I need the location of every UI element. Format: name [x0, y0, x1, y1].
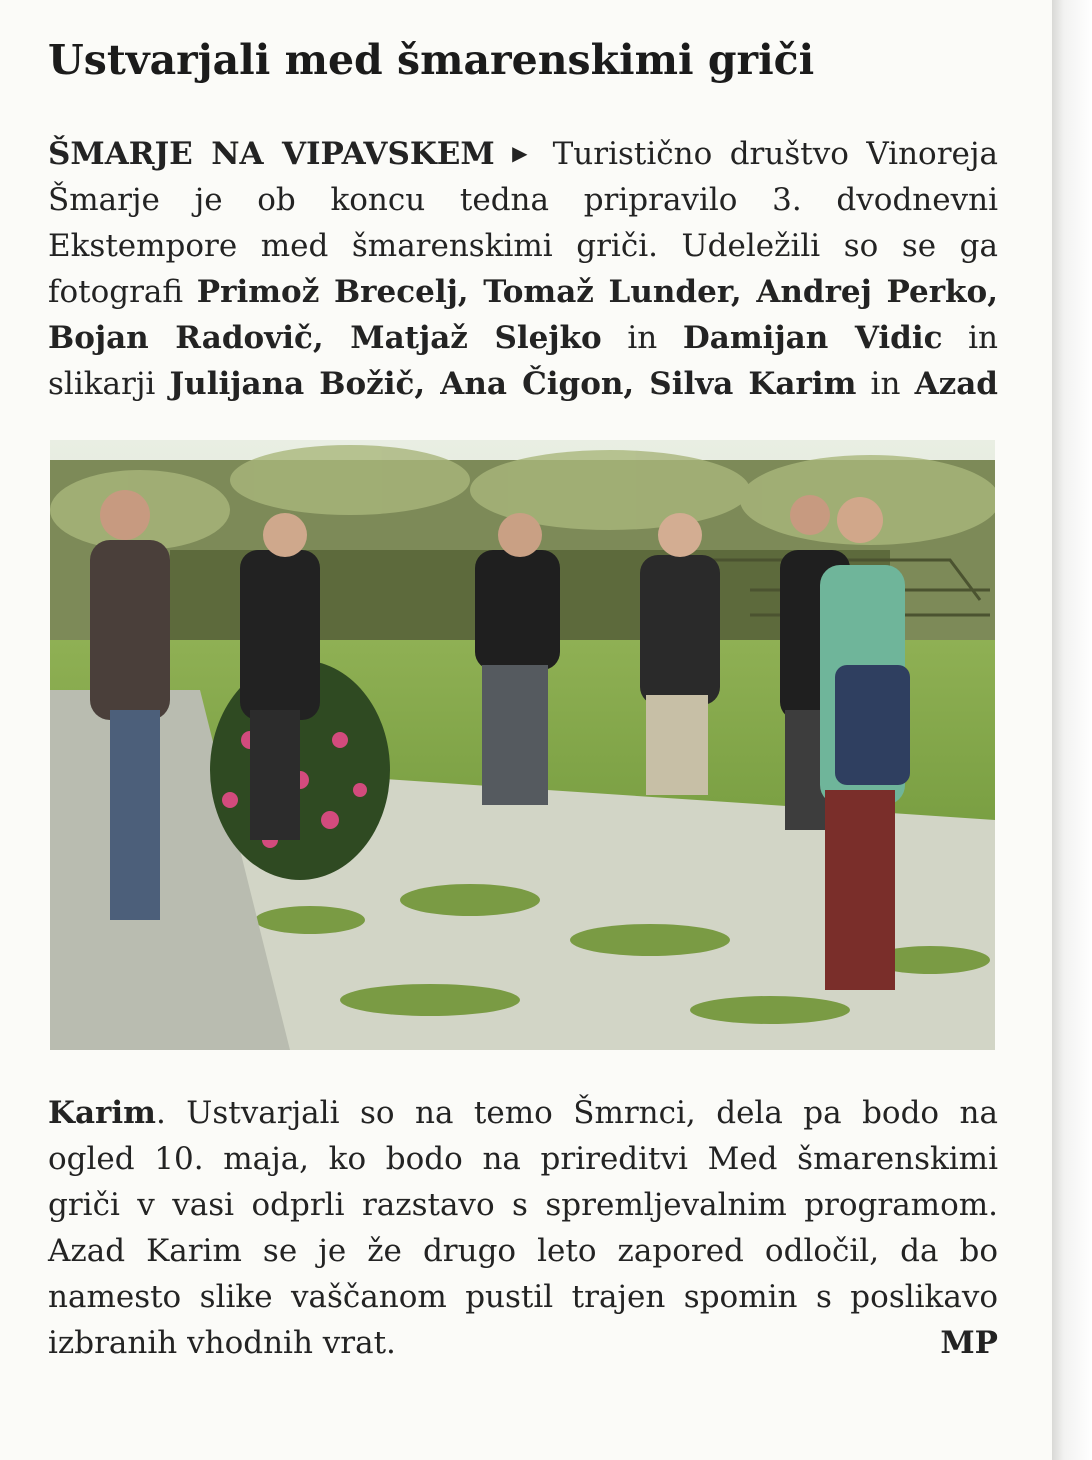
line-text: slikarji — [48, 366, 170, 402]
line-text: namesto slike vaščanom pustil trajen spomin s poslikavo — [48, 1279, 998, 1315]
line-text: Ekstempore med šmarenskimi griči. Udeležili so se ga — [48, 228, 998, 264]
line-text: Turistično društvo Vinoreja — [552, 136, 998, 172]
photographer-names: Bojan Radovič, Matjaž Slejko — [48, 320, 602, 356]
line-text: fotografi — [48, 274, 197, 310]
text-line — [48, 1228, 998, 1274]
line-text: . Ustvarjali so na temo Šmrnci, dela pa bodo na — [155, 1095, 998, 1131]
closing-paragraph — [48, 1090, 998, 1366]
text-line — [48, 130, 998, 177]
text-line — [48, 1182, 998, 1228]
page-edge — [1052, 0, 1092, 1460]
text-line — [48, 1320, 998, 1366]
line-text: in — [856, 366, 915, 402]
text-line — [48, 1274, 998, 1320]
triangle-right-icon: ▶ — [512, 141, 536, 165]
line-text: griči v vasi odprli razstavo s spremljevalnim programom. — [48, 1187, 998, 1223]
text-line — [48, 1136, 998, 1182]
headline: Ustvarjali med šmarenskimi griči — [48, 36, 815, 84]
line-text: Azad Karim se je že drugo leto zapored odločil, da bo — [48, 1233, 998, 1269]
text-line — [48, 361, 998, 407]
painter-name: Karim — [48, 1095, 156, 1131]
text-line — [48, 269, 998, 315]
line-text: Šmarje je ob koncu tedna pripravilo 3. dvodnevni — [48, 182, 998, 218]
line-text: in — [601, 320, 683, 356]
text-line — [48, 1090, 998, 1136]
painter-names: Julijana Božič, Ana Čigon, Silva Karim — [169, 366, 857, 402]
author-signature: MP — [940, 1325, 998, 1361]
text-line — [48, 315, 998, 361]
line-text: izbranih vhodnih vrat. — [48, 1325, 396, 1361]
intro-paragraph — [48, 130, 998, 407]
group-photo — [50, 440, 995, 1050]
photographer-names: Damijan Vidic — [682, 320, 943, 356]
line-text: in — [942, 320, 999, 356]
painter-names: Azad — [914, 366, 998, 402]
photographer-names: Primož Brecelj, Tomaž Lunder, Andrej Perko, — [196, 274, 999, 310]
text-line — [48, 177, 998, 223]
text-line — [48, 223, 998, 269]
line-text: ogled 10. maja, ko bodo na prireditvi Med šmarenskimi — [48, 1141, 998, 1177]
dateline: ŠMARJE NA VIPAVSKEM — [48, 136, 495, 172]
